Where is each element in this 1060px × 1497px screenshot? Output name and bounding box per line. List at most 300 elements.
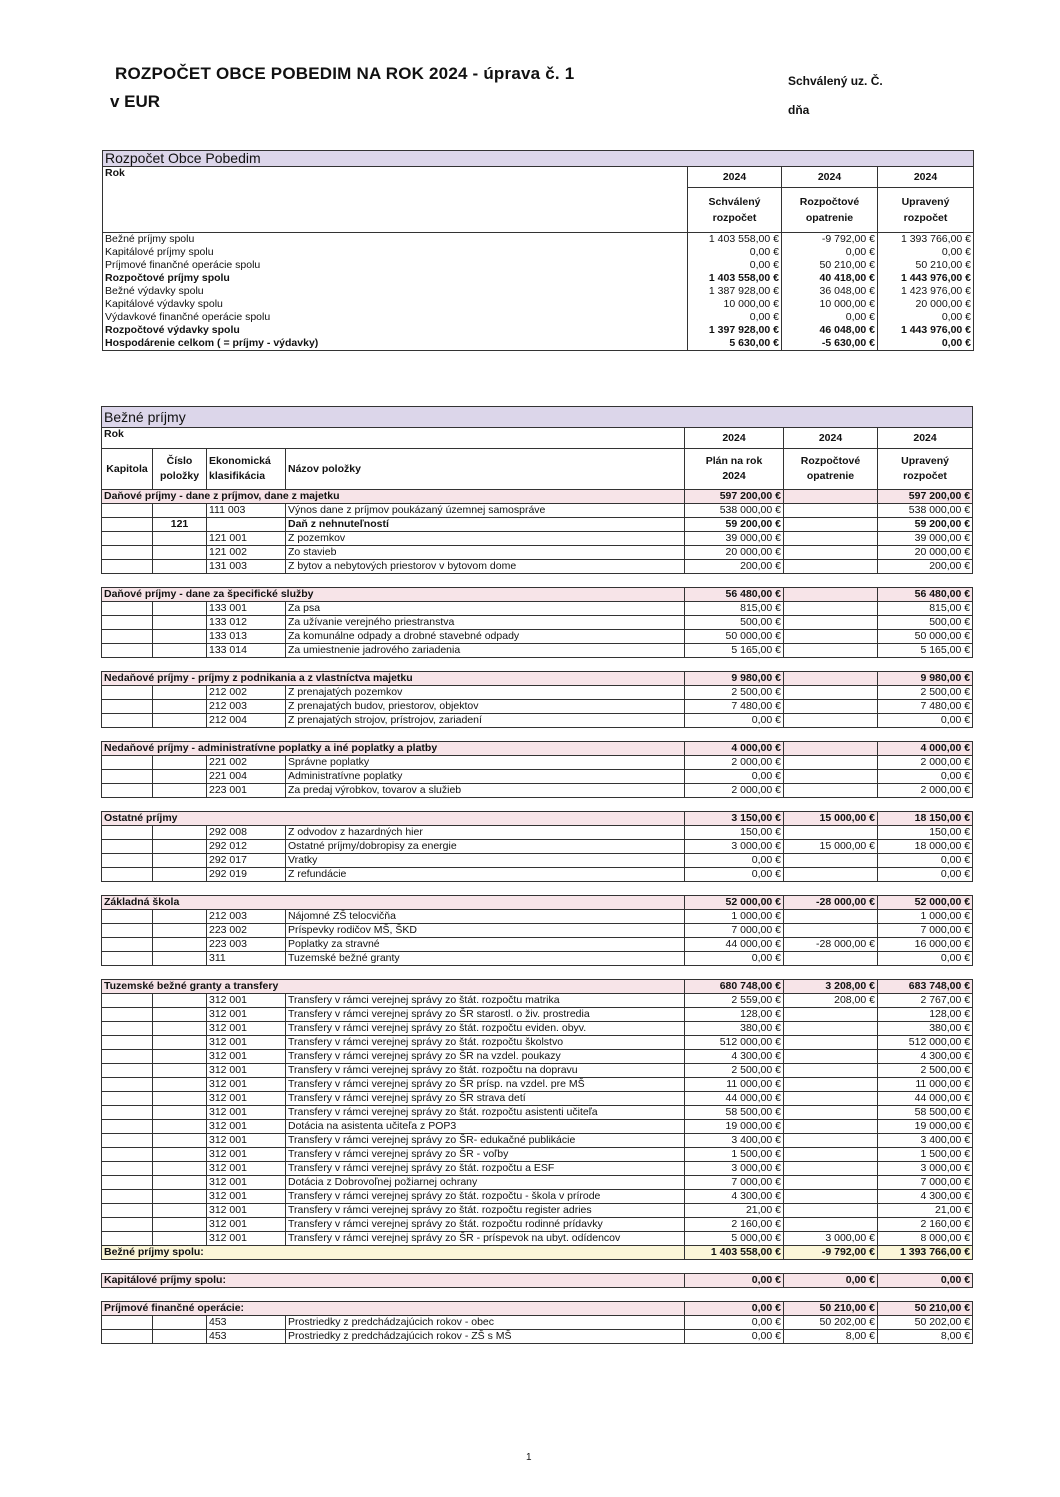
item-row [102, 1022, 973, 1036]
adjusted-value: 1 393 766,00 € [878, 1246, 973, 1260]
item-row [102, 756, 973, 770]
ek-code: 312 001 [207, 1176, 286, 1190]
ek-code: 121 001 [207, 532, 286, 546]
cislo-cell [153, 1036, 207, 1050]
adjusted-value: 2 000,00 € [878, 756, 973, 770]
measure-value [784, 854, 878, 868]
cislo-cell [153, 700, 207, 714]
plan-value: 7 000,00 € [685, 924, 784, 938]
measure-value [784, 1064, 878, 1078]
cislo-cell [153, 504, 207, 518]
plan-value: 380,00 € [685, 1022, 784, 1036]
ek-code: 292 008 [207, 826, 286, 840]
ek-code: 312 001 [207, 1106, 286, 1120]
plan-value: 2 559,00 € [685, 994, 784, 1008]
item-name: Transfery v rámci verejnej správy zo ŠR na vzdel. poukazy [286, 1050, 685, 1064]
income-year-1: 2024 [685, 428, 784, 449]
cislo-cell [153, 602, 207, 616]
summary-approved-value: 0,00 € [688, 246, 782, 259]
group-label: Ostatné príjmy [102, 812, 685, 826]
currency-label: v EUR [110, 92, 161, 111]
item-row [102, 1092, 973, 1106]
item-row [102, 1120, 973, 1134]
cislo-cell [153, 1330, 207, 1344]
kapitola-cell [102, 1330, 153, 1344]
col-ro: Rozpočtové opatrenie [784, 449, 878, 490]
kapitola-cell [102, 1316, 153, 1330]
plan-value: 1 500,00 € [685, 1148, 784, 1162]
cislo-cell [153, 910, 207, 924]
summary-adjusted-value: 0,00 € [878, 246, 974, 259]
summary-measure-value: 40 418,00 € [782, 272, 878, 285]
cislo-cell [153, 686, 207, 700]
col-ek: Ekonomická klasifikácia [207, 449, 286, 490]
ek-code: 312 001 [207, 1064, 286, 1078]
cislo-cell [153, 532, 207, 546]
measure-value [784, 756, 878, 770]
kapitola-cell [102, 1176, 153, 1190]
item-row [102, 938, 973, 952]
item-name: Z bytov a nebytových priestorov v bytovom dome [286, 560, 685, 574]
summary-approved-value: 0,00 € [688, 259, 782, 272]
col-nazov: Názov položky [286, 449, 685, 490]
item-name: Transfery v rámci verejnej správy zo ŠR starostl. o živ. prostredia [286, 1008, 685, 1022]
kapitola-cell [102, 1120, 153, 1134]
group-label: Daňové príjmy - dane z príjmov, dane z majetku [102, 490, 685, 504]
adjusted-value: 18 000,00 € [878, 840, 973, 854]
spacer-row [102, 658, 973, 672]
ek-code: 133 012 [207, 616, 286, 630]
plan-value: 128,00 € [685, 1008, 784, 1022]
item-name: Daň z nehnuteľností [286, 518, 685, 532]
kapitola-cell [102, 560, 153, 574]
item-name: Z odvodov z hazardných hier [286, 826, 685, 840]
kapitola-cell [102, 910, 153, 924]
kapitola-cell [102, 1190, 153, 1204]
item-row [102, 1316, 973, 1330]
adjusted-value: 9 980,00 € [878, 672, 973, 686]
kapitola-cell [102, 868, 153, 882]
income-section-title: Bežné príjmy [102, 407, 973, 428]
summary-row [103, 311, 974, 324]
adjusted-value: 150,00 € [878, 826, 973, 840]
item-row [102, 504, 973, 518]
plan-value: 2 500,00 € [685, 686, 784, 700]
summary-row-label: Rozpočtové výdavky spolu [103, 324, 688, 337]
cislo-cell [153, 1050, 207, 1064]
plan-value: 0,00 € [685, 1330, 784, 1344]
summary-measure-value: 50 210,00 € [782, 259, 878, 272]
ek-code: 312 001 [207, 1008, 286, 1022]
group-label: Základná škola [102, 896, 685, 910]
adjusted-value: 3 400,00 € [878, 1134, 973, 1148]
measure-value [784, 1134, 878, 1148]
adjusted-value: 597 200,00 € [878, 490, 973, 504]
plan-value: 0,00 € [685, 1316, 784, 1330]
item-name: Transfery v rámci verejnej správy zo ŠR prísp. na vzdel. pre MŠ [286, 1078, 685, 1092]
ek-code: 221 004 [207, 770, 286, 784]
measure-value [784, 1008, 878, 1022]
plan-value: 7 480,00 € [685, 700, 784, 714]
ek-code: 312 001 [207, 1232, 286, 1246]
measure-value [784, 588, 878, 602]
kapitola-cell [102, 1134, 153, 1148]
item-row [102, 700, 973, 714]
plan-value: 44 000,00 € [685, 1092, 784, 1106]
plan-value: 19 000,00 € [685, 1120, 784, 1134]
kapitola-cell [102, 630, 153, 644]
cislo-cell [153, 854, 207, 868]
cislo-cell [153, 756, 207, 770]
item-row [102, 1008, 973, 1022]
ek-code: 133 001 [207, 602, 286, 616]
cislo-cell [153, 630, 207, 644]
plan-value: 0,00 € [685, 1302, 784, 1316]
spacer-cell [102, 658, 973, 672]
adjusted-value: 380,00 € [878, 1022, 973, 1036]
measure-value [784, 1106, 878, 1120]
group-label: Príjmové finančné operácie: [102, 1302, 685, 1316]
measure-value: 8,00 € [784, 1330, 878, 1344]
plan-value: 58 500,00 € [685, 1106, 784, 1120]
summary-table [102, 150, 974, 351]
item-name: Administratívne poplatky [286, 770, 685, 784]
adjusted-value: 4 300,00 € [878, 1190, 973, 1204]
cislo-cell [153, 1064, 207, 1078]
kapitola-cell [102, 644, 153, 658]
measure-value [784, 1022, 878, 1036]
ek-code: 312 001 [207, 1148, 286, 1162]
summary-year-3: 2024 [878, 167, 974, 188]
plan-value: 50 000,00 € [685, 630, 784, 644]
adjusted-value: 2 500,00 € [878, 1064, 973, 1078]
summary-row [103, 233, 974, 247]
adjusted-value: 2 160,00 € [878, 1218, 973, 1232]
plan-value: 815,00 € [685, 602, 784, 616]
group-row [102, 1274, 973, 1288]
ek-code: 223 002 [207, 924, 286, 938]
summary-row [103, 324, 974, 337]
kapitola-cell [102, 784, 153, 798]
item-name: Z pozemkov [286, 532, 685, 546]
adjusted-value: 18 150,00 € [878, 812, 973, 826]
summary-row [103, 246, 974, 259]
summary-row-label: Bežné príjmy spolu [103, 233, 688, 247]
measure-value: 3 000,00 € [784, 1232, 878, 1246]
spacer-row [102, 1288, 973, 1302]
kapitola-cell [102, 1092, 153, 1106]
plan-value: 0,00 € [685, 1274, 784, 1288]
plan-value: 4 300,00 € [685, 1050, 784, 1064]
plan-value: 597 200,00 € [685, 490, 784, 504]
item-name: Transfery v rámci verejnej správy zo štát. rozpočtu rodinné prídavky [286, 1218, 685, 1232]
ek-code: 212 003 [207, 910, 286, 924]
summary-section-title: Rozpočet Obce Pobedim [103, 151, 974, 167]
item-row [102, 1232, 973, 1246]
income-rok-label: Rok [102, 428, 685, 449]
item-row [102, 644, 973, 658]
adjusted-value: 200,00 € [878, 560, 973, 574]
summary-row-label: Kapitálové príjmy spolu [103, 246, 688, 259]
spacer-row [102, 1260, 973, 1274]
summary-row [103, 337, 974, 351]
item-row [102, 924, 973, 938]
summary-row-label: Hospodárenie celkom ( = príjmy - výdavky) [103, 337, 688, 351]
plan-value: 3 400,00 € [685, 1134, 784, 1148]
item-row [102, 826, 973, 840]
plan-value: 680 748,00 € [685, 980, 784, 994]
ek-code: 312 001 [207, 1190, 286, 1204]
summary-adjusted-value: 1 443 976,00 € [878, 324, 974, 337]
item-name: Transfery v rámci verejnej správy zo ŠR - príspevok na ubyt. odídencov [286, 1232, 685, 1246]
group-row [102, 896, 973, 910]
ek-code: 121 002 [207, 546, 286, 560]
cislo-cell [153, 1204, 207, 1218]
item-name: Nájomné ZŠ telocvičňa [286, 910, 685, 924]
item-row [102, 770, 973, 784]
item-row [102, 1218, 973, 1232]
plan-value: 0,00 € [685, 952, 784, 966]
group-row [102, 672, 973, 686]
group-label: Tuzemské bežné granty a transfery [102, 980, 685, 994]
item-name: Z prenajatých pozemkov [286, 686, 685, 700]
item-name: Transfery v rámci verejnej správy zo štát. rozpočtu školstvo [286, 1036, 685, 1050]
plan-value: 3 000,00 € [685, 840, 784, 854]
ek-code: 312 001 [207, 1092, 286, 1106]
summary-row [103, 298, 974, 311]
measure-value [784, 1050, 878, 1064]
summary-row-label: Rozpočtové príjmy spolu [103, 272, 688, 285]
summary-measure-value: 10 000,00 € [782, 298, 878, 311]
spacer-cell [102, 728, 973, 742]
measure-value [784, 924, 878, 938]
item-name: Zo stavieb [286, 546, 685, 560]
kapitola-cell [102, 756, 153, 770]
measure-value [784, 686, 878, 700]
group-label: Nedaňové príjmy - príjmy z podnikania a z vlastníctva majetku [102, 672, 685, 686]
plan-value: 3 000,00 € [685, 1162, 784, 1176]
cislo-cell [153, 938, 207, 952]
adjusted-value: 538 000,00 € [878, 504, 973, 518]
cislo-cell [153, 826, 207, 840]
plan-value: 150,00 € [685, 826, 784, 840]
plan-value: 0,00 € [685, 854, 784, 868]
cislo-cell [153, 1092, 207, 1106]
measure-value [784, 560, 878, 574]
col-kapitola: Kapitola [102, 449, 153, 490]
summary-measure-value: 0,00 € [782, 311, 878, 324]
summary-row [103, 285, 974, 298]
summary-row-label: Bežné výdavky spolu [103, 285, 688, 298]
cislo-cell [153, 924, 207, 938]
plan-value: 5 165,00 € [685, 644, 784, 658]
measure-value [784, 1078, 878, 1092]
ek-code: 131 003 [207, 560, 286, 574]
plan-value: 0,00 € [685, 868, 784, 882]
plan-value: 5 000,00 € [685, 1232, 784, 1246]
adjusted-value: 20 000,00 € [878, 546, 973, 560]
plan-value: 512 000,00 € [685, 1036, 784, 1050]
adjusted-value: 4 300,00 € [878, 1050, 973, 1064]
measure-value [784, 784, 878, 798]
item-row [102, 1106, 973, 1120]
cislo-cell [153, 644, 207, 658]
summary-adjusted-value: 0,00 € [878, 337, 974, 351]
adjusted-value: 0,00 € [878, 868, 973, 882]
item-row [102, 1036, 973, 1050]
cislo-cell [153, 1176, 207, 1190]
cislo-cell [153, 616, 207, 630]
item-row [102, 840, 973, 854]
item-name: Transfery v rámci verejnej správy zo ŠR strava detí [286, 1092, 685, 1106]
plan-value: 4 300,00 € [685, 1190, 784, 1204]
kapitola-cell [102, 1050, 153, 1064]
ek-code: 312 001 [207, 1204, 286, 1218]
adjusted-value: 3 000,00 € [878, 1162, 973, 1176]
cislo-cell [153, 560, 207, 574]
kapitola-cell [102, 1204, 153, 1218]
ek-code: 312 001 [207, 1134, 286, 1148]
cislo-cell [153, 1316, 207, 1330]
measure-value: 15 000,00 € [784, 840, 878, 854]
plan-value: 9 980,00 € [685, 672, 784, 686]
cislo-cell [153, 714, 207, 728]
plan-value: 2 000,00 € [685, 784, 784, 798]
ek-code: 292 017 [207, 854, 286, 868]
spacer-row [102, 728, 973, 742]
measure-value [784, 518, 878, 532]
spacer-row [102, 798, 973, 812]
adjusted-value: 19 000,00 € [878, 1120, 973, 1134]
item-row [102, 952, 973, 966]
ek-code: 221 002 [207, 756, 286, 770]
cislo-cell [153, 1232, 207, 1246]
cislo-cell [153, 952, 207, 966]
summary-row [103, 259, 974, 272]
plan-value: 2 500,00 € [685, 1064, 784, 1078]
kapitola-cell [102, 504, 153, 518]
measure-value [784, 672, 878, 686]
item-name: Za psa [286, 602, 685, 616]
kapitola-cell [102, 952, 153, 966]
cislo-cell [153, 1008, 207, 1022]
summary-approved-value: 0,00 € [688, 311, 782, 324]
adjusted-value: 39 000,00 € [878, 532, 973, 546]
summary-approved-value: 10 000,00 € [688, 298, 782, 311]
group-row [102, 812, 973, 826]
measure-value [784, 1036, 878, 1050]
kapitola-cell [102, 1064, 153, 1078]
summary-year-1: 2024 [688, 167, 782, 188]
kapitola-cell [102, 1218, 153, 1232]
plan-value: 59 200,00 € [685, 518, 784, 532]
item-row [102, 1330, 973, 1344]
cislo-cell [153, 784, 207, 798]
summary-adjusted-value: 20 000,00 € [878, 298, 974, 311]
plan-value: 538 000,00 € [685, 504, 784, 518]
measure-value [784, 1218, 878, 1232]
cislo-cell [153, 1218, 207, 1232]
item-name: Dotácia z Dobrovoľnej požiarnej ochrany [286, 1176, 685, 1190]
plan-value: 39 000,00 € [685, 532, 784, 546]
measure-value [784, 644, 878, 658]
item-name: Za predaj výrobkov, tovarov a služieb [286, 784, 685, 798]
measure-value: -28 000,00 € [784, 938, 878, 952]
kapitola-cell [102, 546, 153, 560]
adjusted-value: 2 000,00 € [878, 784, 973, 798]
adjusted-value: 5 165,00 € [878, 644, 973, 658]
kapitola-cell [102, 1162, 153, 1176]
kapitola-cell [102, 1148, 153, 1162]
item-name: Transfery v rámci verejnej správy zo ŠR - voľby [286, 1148, 685, 1162]
page-title: ROZPOČET OBCE POBEDIM NA ROK 2024 - úprava č. 1 [115, 64, 575, 83]
kapitola-cell [102, 1022, 153, 1036]
measure-value [784, 546, 878, 560]
adjusted-value: 1 000,00 € [878, 910, 973, 924]
item-name: Poplatky za stravné [286, 938, 685, 952]
kapitola-cell [102, 1036, 153, 1050]
ek-code: 223 001 [207, 784, 286, 798]
adjusted-value: 2 500,00 € [878, 686, 973, 700]
plan-value: 1 403 558,00 € [685, 1246, 784, 1260]
group-label: Daňové príjmy - dane za špecifické služby [102, 588, 685, 602]
summary-approved-value: 1 403 558,00 € [688, 233, 782, 247]
cislo-cell [153, 1106, 207, 1120]
item-name: Za komunálne odpady a drobné stavebné odpady [286, 630, 685, 644]
cislo-cell [153, 1162, 207, 1176]
summary-measure-value: 0,00 € [782, 246, 878, 259]
adjusted-value: 52 000,00 € [878, 896, 973, 910]
ek-code: 212 002 [207, 686, 286, 700]
item-row [102, 1134, 973, 1148]
summary-row [103, 272, 974, 285]
measure-value [784, 714, 878, 728]
col-up: Upravený rozpočet [878, 449, 973, 490]
plan-value: 44 000,00 € [685, 938, 784, 952]
kapitola-cell [102, 616, 153, 630]
plan-value: 4 000,00 € [685, 742, 784, 756]
spacer-cell [102, 1260, 973, 1274]
kapitola-cell [102, 1106, 153, 1120]
income-year-2: 2024 [784, 428, 878, 449]
plan-value: 0,00 € [685, 770, 784, 784]
spacer-row [102, 574, 973, 588]
measure-value: -9 792,00 € [784, 1246, 878, 1260]
item-row [102, 1162, 973, 1176]
adjusted-value: 59 200,00 € [878, 518, 973, 532]
item-name: Za užívanie verejného priestranstva [286, 616, 685, 630]
item-name: Z prenajatých strojov, prístrojov, zariadení [286, 714, 685, 728]
item-name: Transfery v rámci verejnej správy zo štát. rozpočtu - škola v prírode [286, 1190, 685, 1204]
measure-value: 50 210,00 € [784, 1302, 878, 1316]
spacer-cell [102, 1288, 973, 1302]
spacer-cell [102, 798, 973, 812]
cislo-cell: 121 [153, 518, 207, 532]
adjusted-value: 56 480,00 € [878, 588, 973, 602]
item-row [102, 686, 973, 700]
group-row [102, 1302, 973, 1316]
cislo-cell [153, 868, 207, 882]
ek-code: 212 004 [207, 714, 286, 728]
item-row [102, 854, 973, 868]
summary-approved-value: 1 403 558,00 € [688, 272, 782, 285]
adjusted-value: 128,00 € [878, 1008, 973, 1022]
measure-value: 0,00 € [784, 1274, 878, 1288]
item-name: Transfery v rámci verejnej správy zo štát. rozpočtu asistenti učiteľa [286, 1106, 685, 1120]
col-cislo: Číslo položky [153, 449, 207, 490]
measure-value [784, 504, 878, 518]
measure-value [784, 532, 878, 546]
